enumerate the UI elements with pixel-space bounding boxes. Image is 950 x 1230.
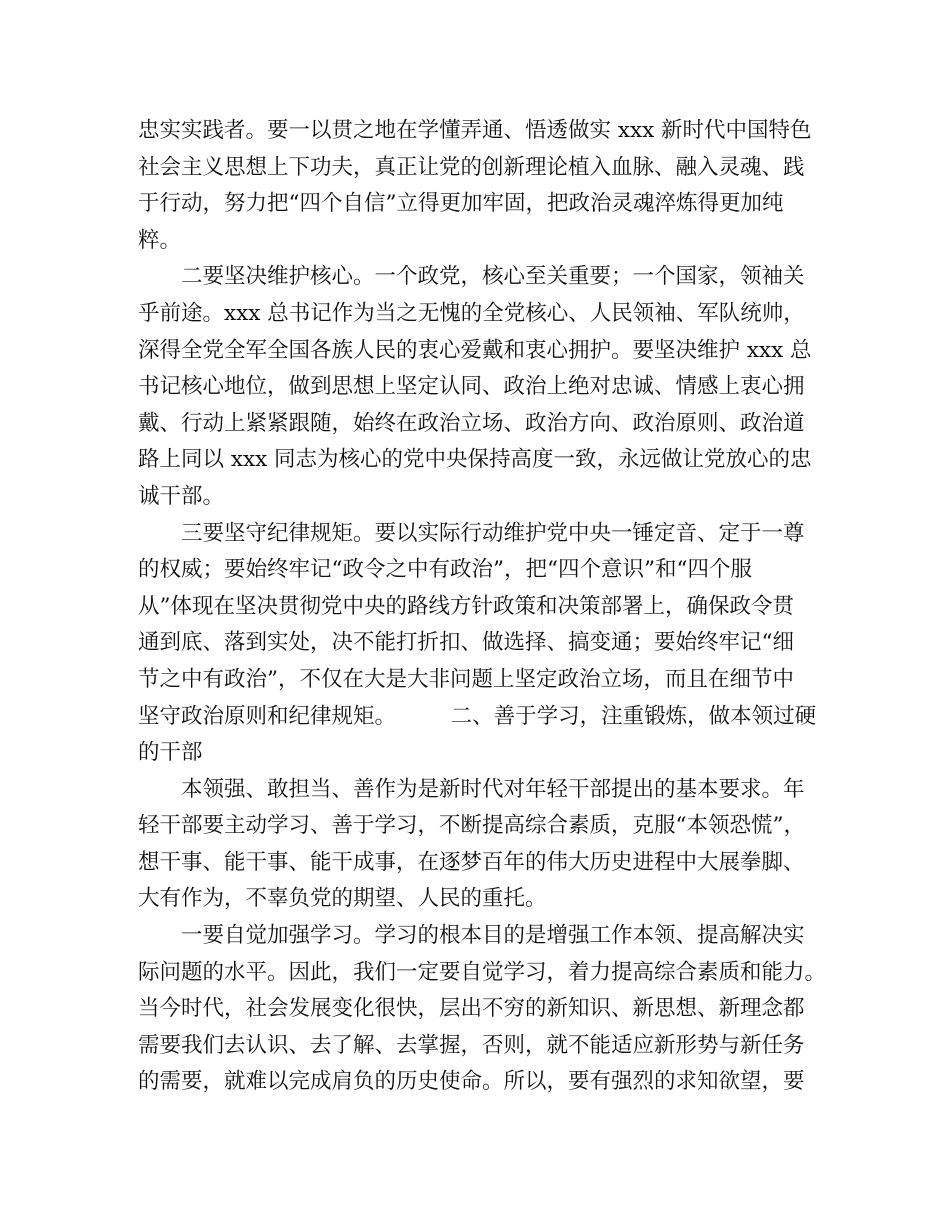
text-line: 的干部 <box>138 740 203 766</box>
text-line: 社会主义思想上下功夫，真正让党的创新理论植入血脉、融入灵魂、践 <box>138 154 805 180</box>
text-line: 于行动，努力把“四个自信”立得更加牢固，把政治灵魂淬炼得更加纯 <box>138 191 784 217</box>
paragraph-start-line: 三要坚守纪律规矩。要以实际行动维护党中央一锤定音、定于一尊 <box>181 520 805 546</box>
text-line: 乎前途。xxx 总书记作为当之无愧的全党核心、人民领袖、军队统帅， <box>138 300 805 326</box>
paragraph-start-line: 二要坚决维护核心。一个政党，核心至关重要；一个国家，领袖关 <box>181 264 805 290</box>
text-line: 忠实实践者。要一以贯之地在学懂弄通、悟透做实 xxx 新时代中国特色 <box>138 118 812 143</box>
text-line: 通到底、落到实处，决不能打折扣、做选择、搞变通；要始终牢记“细 <box>138 630 794 656</box>
text-line: 从”体现在坚决贯彻党中央的路线方针政策和决策部署上，确保政令贯 <box>138 593 794 619</box>
text-line: 深得全党全军全国各族人民的衷心爱戴和衷心拥护。要坚决维护 xxx 总 <box>138 337 812 363</box>
text-line: 需要我们去认识、去了解、去掌握，否则，就不能适应新形势与新任务 <box>138 1032 805 1058</box>
text-line: 的权威；要始终牢记“政令之中有政治”，把“四个意识”和“四个服 <box>138 557 752 583</box>
text-line: 路上同以 xxx 同志为核心的党中央保持高度一致，永远做让党放心的忠 <box>138 447 812 473</box>
text-line: 书记核心地位，做到思想上坚定认同、政治上绝对忠诚、情感上衷心拥 <box>138 374 805 400</box>
text-line: 诚干部。 <box>138 483 225 509</box>
text-line: 想干事、能干事、能干成事，在逐梦百年的伟大历史进程中大展拳脚、 <box>138 849 805 875</box>
text-line: 的需要，就难以完成肩负的历史使命。所以，要有强烈的求知欲望，要 <box>138 1069 805 1095</box>
text-line: 戴、行动上紧紧跟随，始终在政治立场、政治方向、政治原则、政治道 <box>138 410 805 436</box>
text-line: 际问题的水平。因此，我们一定要自觉学习，着力提高综合素质和能力。 <box>138 959 827 985</box>
text-line: 粹。 <box>138 227 182 253</box>
paragraph-start-line: 本领强、敢担当、善作为是新时代对年轻干部提出的基本要求。年 <box>181 776 805 802</box>
paragraph-start-line: 一要自觉加强学习。学习的根本目的是增强工作本领、提高解决实 <box>181 923 805 949</box>
text-line: 当今时代，社会发展变化很快，层出不穷的新知识、新思想、新理念都 <box>138 996 805 1022</box>
text-line: 大有作为，不辜负党的期望、人民的重托。 <box>138 886 547 912</box>
text-line: 轻干部要主动学习、善于学习，不断提高综合素质，克服“本领恐慌”， <box>138 813 805 839</box>
text-line: 节之中有政治”，不仅在大是大非问题上坚定政治立场，而且在细节中 <box>138 666 794 692</box>
text-line: 坚守政治原则和纪律规矩。 二、善于学习，注重锻炼，做本领过硬 <box>138 703 817 729</box>
document-body <box>138 113 838 1101</box>
